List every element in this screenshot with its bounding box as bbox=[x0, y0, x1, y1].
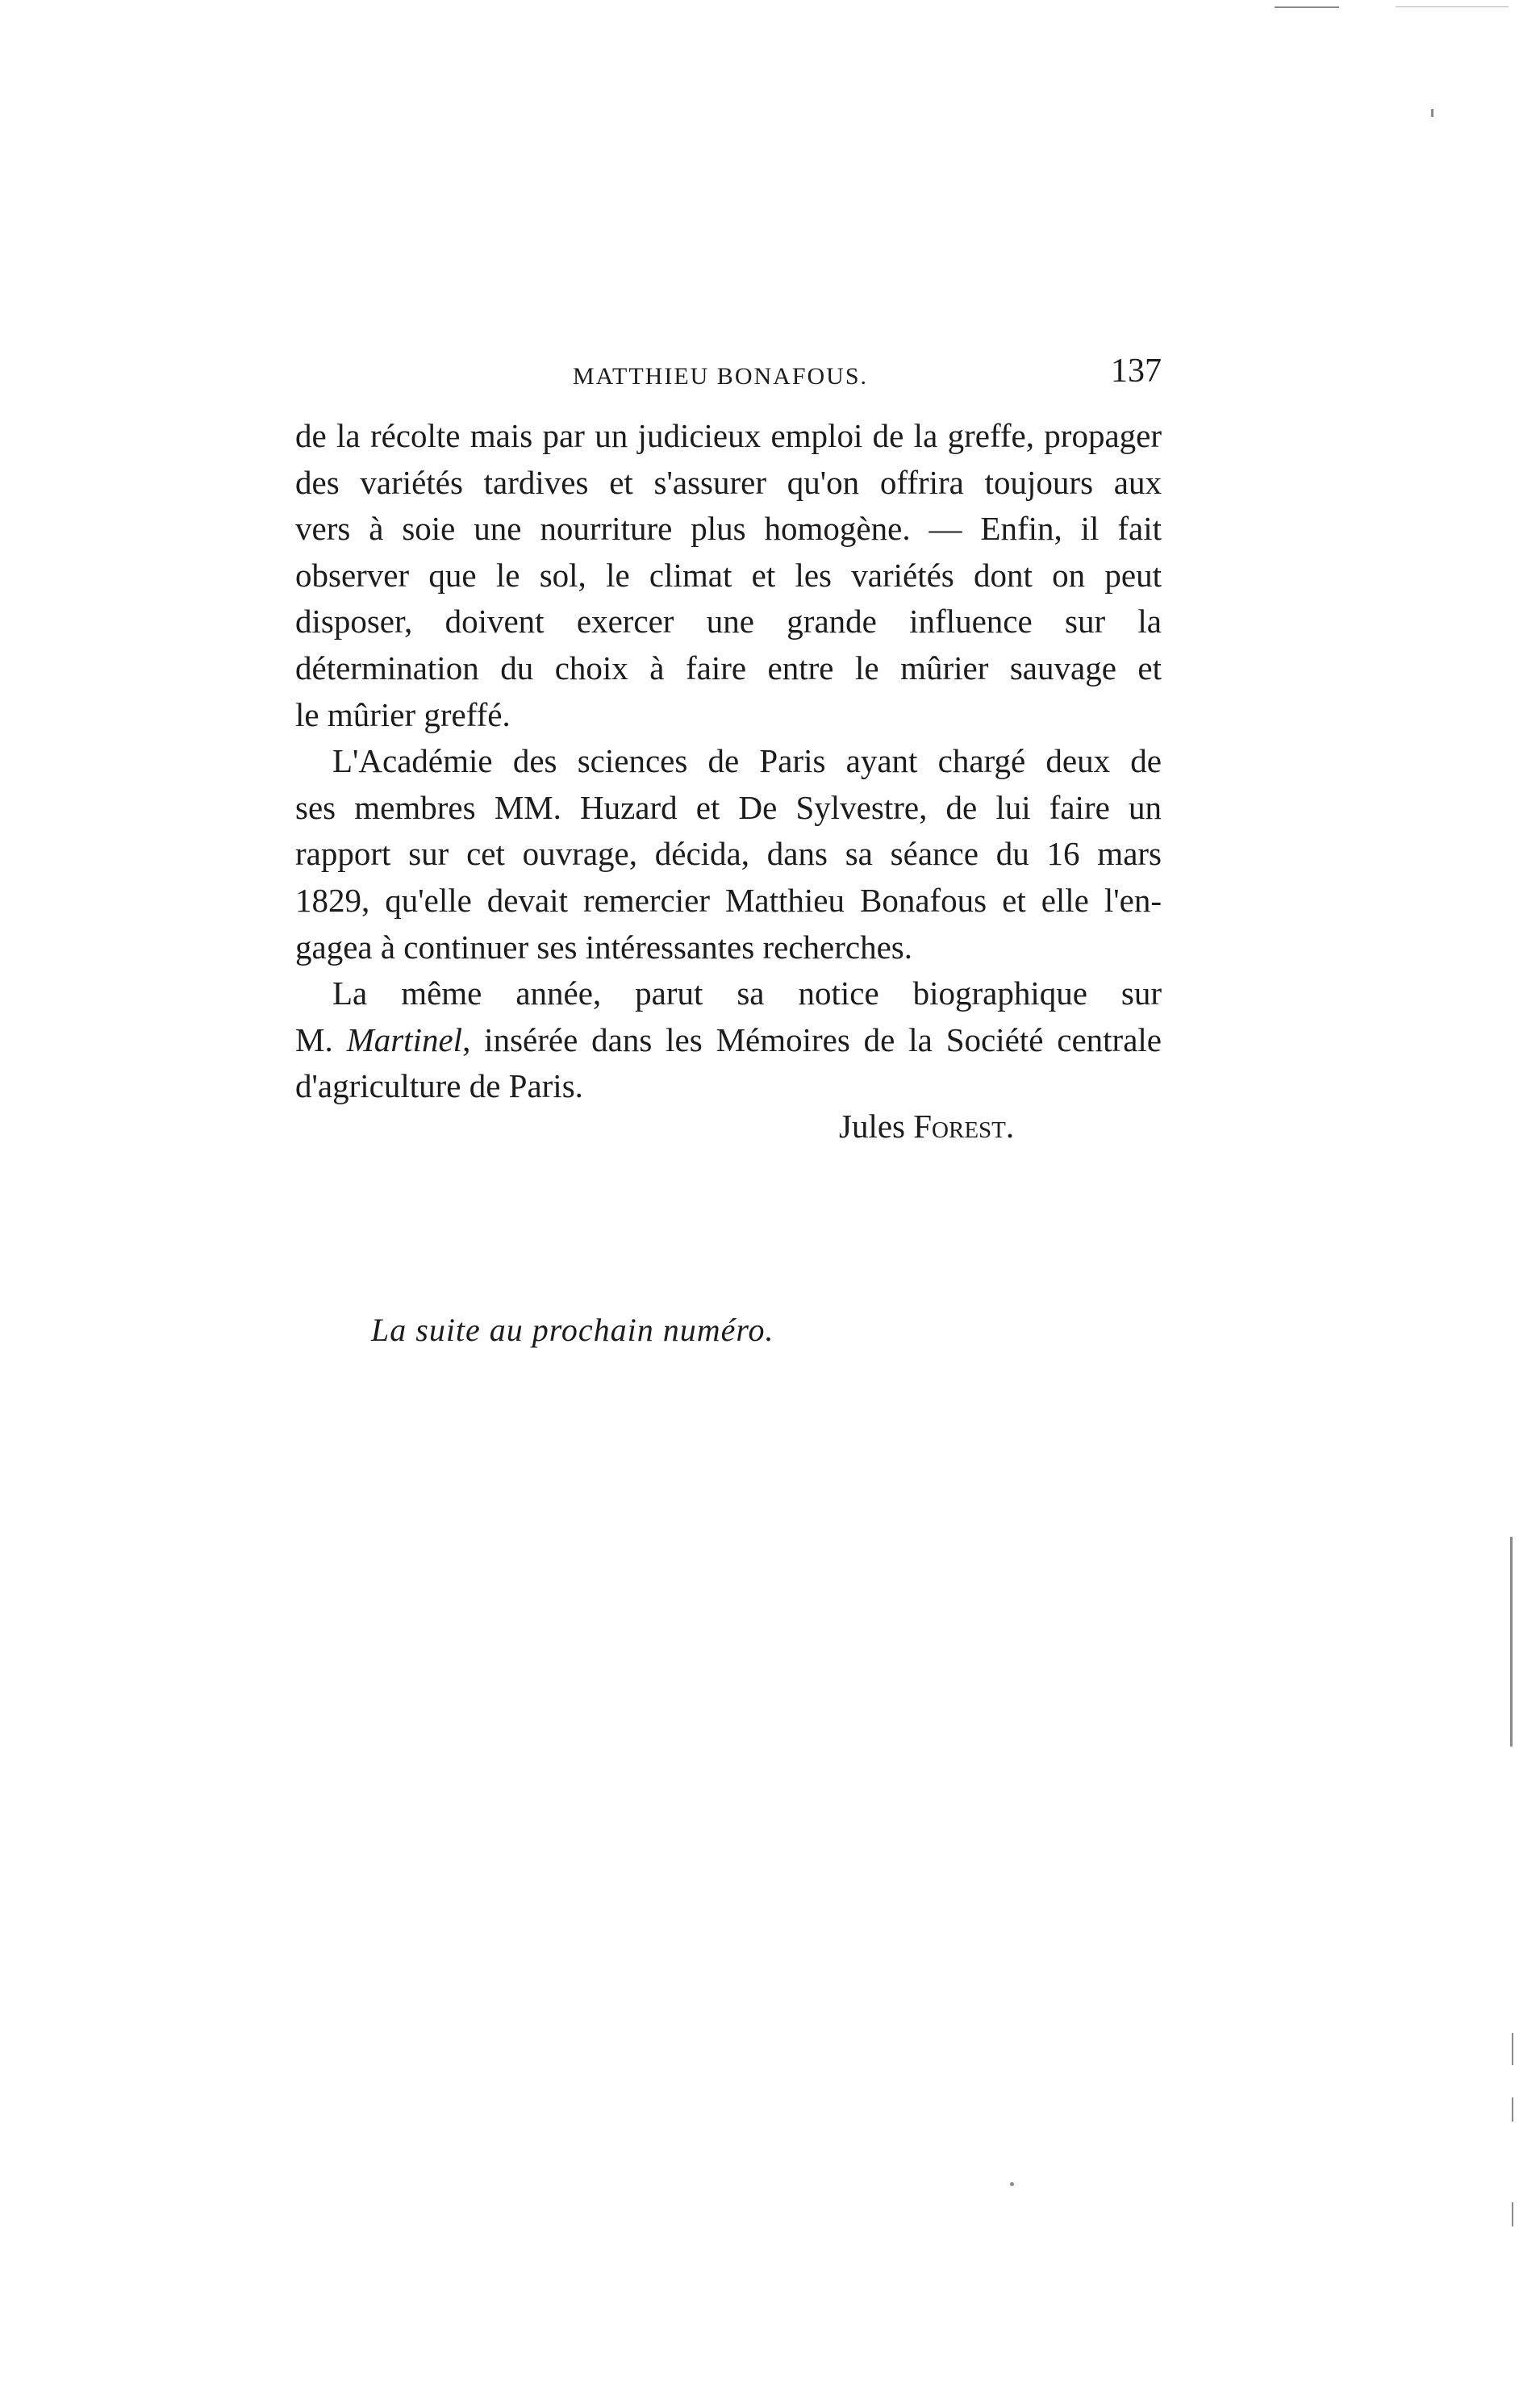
page-number: 137 bbox=[1111, 353, 1162, 390]
signature-first-name: Jules bbox=[839, 1108, 914, 1145]
text-line: de la récolte mais par un judicieux emploi de la greffe, propager bbox=[295, 417, 1162, 454]
text-line: disposer, doivent exercer une grande influence sur la bbox=[295, 603, 1162, 641]
scan-mark bbox=[1275, 6, 1339, 8]
author-signature bbox=[839, 1104, 1014, 1150]
text-line: rapport sur cet ouvrage, décida, dans sa séance du 16 mars bbox=[295, 835, 1162, 873]
text-line: des variétés tardives et s'assurer qu'on offrira toujours aux bbox=[295, 463, 1162, 501]
text-line-martinel bbox=[295, 1017, 1162, 1064]
text-line: le mûrier greffé. bbox=[295, 695, 511, 733]
signature-surname: Forest bbox=[913, 1108, 1006, 1145]
scan-mark bbox=[1431, 109, 1433, 117]
running-title: MATTHIEU BONAFOUS. bbox=[573, 363, 869, 390]
scan-mark bbox=[1010, 2182, 1014, 2186]
text-line: gagea à continuer ses intéressantes recherches. bbox=[295, 928, 912, 966]
text-rest: , insérée dans les Mémoires de la Société centrale bbox=[462, 1020, 1162, 1058]
signature-suffix: . bbox=[1005, 1108, 1015, 1145]
scan-mark bbox=[1512, 2202, 1513, 2226]
text-line: La même année, parut sa notice biographique sur bbox=[332, 974, 1162, 1012]
text-line: ses membres MM. Huzard et De Sylvestre, de lui faire un bbox=[295, 788, 1162, 826]
text-line: observer que le sol, le climat et les variétés dont on peut bbox=[295, 556, 1162, 594]
scan-mark bbox=[1512, 2097, 1513, 2122]
continuation-note: La suite au prochain numéro. bbox=[371, 1312, 774, 1348]
text-line: vers à soie une nourriture plus homogène. — Enfin, il fait bbox=[295, 510, 1162, 548]
text-prefix: M. bbox=[295, 1020, 347, 1058]
scan-mark bbox=[1396, 6, 1509, 7]
text-line: 1829, qu'elle devait remercier Matthieu Bonafous et elle l'en- bbox=[295, 881, 1162, 919]
text-line: L'Académie des sciences de Paris ayant chargé deux de bbox=[332, 742, 1162, 780]
running-head bbox=[295, 352, 1162, 400]
scan-mark bbox=[1510, 1537, 1513, 1747]
italic-name: Martinel bbox=[346, 1020, 463, 1058]
scan-mark bbox=[1512, 2033, 1513, 2065]
body-text bbox=[295, 413, 1162, 1110]
text-line: détermination du choix à faire entre le mûrier sauvage et bbox=[295, 649, 1162, 687]
text-line: d'agriculture de Paris. bbox=[295, 1067, 583, 1105]
